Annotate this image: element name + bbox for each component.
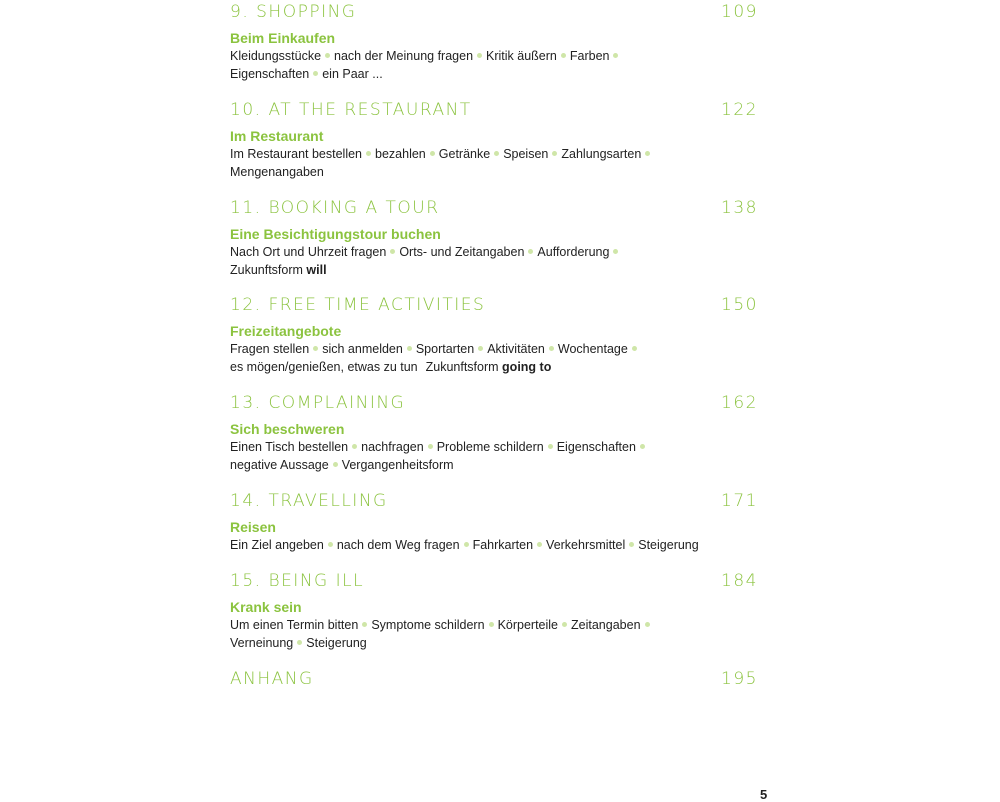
topic-text: Orts- und Zeitangaben bbox=[399, 245, 525, 259]
topic-separator bbox=[430, 151, 435, 156]
chapter-subtitle: Reisen bbox=[230, 519, 276, 535]
toc-entry bbox=[230, 197, 758, 279]
topic-separator bbox=[333, 462, 338, 467]
topic-separator bbox=[632, 346, 637, 351]
topic-item bbox=[230, 263, 327, 277]
topic-item bbox=[439, 147, 490, 161]
chapter-title: 12. FREE TIME ACTIVITIES bbox=[230, 295, 486, 315]
topic-item bbox=[473, 538, 533, 552]
topic-keyword: will bbox=[306, 263, 327, 277]
topic-text: Symptome schildern bbox=[371, 618, 485, 632]
toc-entry bbox=[230, 490, 758, 554]
topic-line bbox=[230, 163, 700, 181]
topic-item bbox=[371, 618, 484, 632]
topic-item bbox=[230, 147, 362, 161]
topic-item bbox=[334, 49, 473, 63]
topic-item bbox=[487, 342, 545, 356]
topic-separator bbox=[552, 151, 557, 156]
topic-text: sich anmelden bbox=[322, 342, 403, 356]
topic-text: Verneinung bbox=[230, 636, 294, 650]
topic-separator bbox=[645, 151, 650, 156]
chapter-heading[interactable] bbox=[230, 1, 758, 27]
chapter-page-number: 195 bbox=[721, 669, 758, 689]
chapter-page-number: 138 bbox=[721, 198, 758, 218]
topic-text: Getränke bbox=[438, 147, 491, 161]
topic-text: Körperteile bbox=[497, 618, 559, 632]
topic-text: Probleme schildern bbox=[436, 440, 544, 454]
topic-list bbox=[230, 47, 700, 83]
topic-text: nach der Meinung fragen bbox=[334, 49, 474, 63]
topic-line bbox=[230, 65, 700, 83]
chapter-title: 15. BEING ILL bbox=[230, 571, 365, 591]
topic-text: nach dem Weg fragen bbox=[336, 538, 460, 552]
topic-separator bbox=[613, 249, 618, 254]
topic-item bbox=[230, 245, 386, 259]
topic-list bbox=[230, 243, 700, 279]
chapter-subtitle: Sich beschweren bbox=[230, 421, 345, 437]
topic-line bbox=[230, 616, 700, 634]
topic-text: Zukunftsform bbox=[230, 263, 307, 277]
topic-separator bbox=[407, 346, 412, 351]
topic-line bbox=[230, 536, 700, 554]
chapter-heading[interactable] bbox=[230, 490, 758, 516]
topic-line bbox=[230, 438, 700, 456]
toc-entry bbox=[230, 668, 758, 694]
topic-separator bbox=[549, 346, 554, 351]
topic-item bbox=[546, 538, 625, 552]
topic-separator bbox=[561, 53, 566, 58]
topic-item bbox=[557, 440, 636, 454]
topic-item bbox=[561, 147, 641, 161]
topic-line bbox=[230, 634, 700, 652]
topic-item bbox=[638, 538, 698, 552]
topic-separator bbox=[362, 622, 367, 627]
topic-text: es mögen/genießen, etwas zu tun bbox=[230, 360, 418, 374]
topic-text: Einen Tisch bestellen bbox=[230, 440, 349, 454]
topic-line bbox=[230, 261, 700, 279]
topic-item bbox=[426, 360, 552, 374]
topic-text: ein Paar ... bbox=[322, 67, 383, 81]
chapter-page-number: 171 bbox=[721, 491, 758, 511]
topic-separator bbox=[313, 71, 318, 76]
topic-text: Im Restaurant bestellen bbox=[230, 147, 363, 161]
topic-text: nachfragen bbox=[361, 440, 424, 454]
topic-separator bbox=[645, 622, 650, 627]
topic-text: Ein Ziel angeben bbox=[230, 538, 324, 552]
toc-entry bbox=[230, 99, 758, 181]
topic-item bbox=[361, 440, 424, 454]
topic-item bbox=[558, 342, 628, 356]
topic-item bbox=[399, 245, 524, 259]
topic-separator bbox=[613, 53, 618, 58]
topic-separator bbox=[428, 444, 433, 449]
topic-line bbox=[230, 243, 700, 261]
chapter-heading[interactable] bbox=[230, 392, 758, 418]
topic-separator bbox=[629, 542, 634, 547]
chapter-page-number: 162 bbox=[721, 393, 758, 413]
topic-item bbox=[306, 636, 366, 650]
topic-item bbox=[230, 440, 348, 454]
topic-text: Zukunftsform bbox=[425, 360, 503, 374]
topic-item bbox=[337, 538, 460, 552]
topic-text: Aktivitäten bbox=[487, 342, 545, 356]
topic-text: bezahlen bbox=[375, 147, 426, 161]
topic-list bbox=[230, 145, 700, 181]
topic-line bbox=[230, 145, 700, 163]
topic-item bbox=[537, 245, 609, 259]
topic-item bbox=[322, 67, 382, 81]
topic-line bbox=[230, 456, 700, 474]
topic-separator bbox=[464, 542, 469, 547]
toc-entry bbox=[230, 392, 758, 474]
chapter-title: 13. COMPLAINING bbox=[230, 393, 406, 413]
topic-text: Eigenschaften bbox=[230, 67, 310, 81]
topic-item bbox=[486, 49, 557, 63]
topic-text: Sportarten bbox=[415, 342, 475, 356]
chapter-title: 9. SHOPPING bbox=[230, 2, 357, 22]
topic-item bbox=[322, 342, 403, 356]
topic-separator bbox=[640, 444, 645, 449]
topic-separator bbox=[562, 622, 567, 627]
chapter-page-number: 122 bbox=[721, 100, 758, 120]
chapter-page-number: 184 bbox=[721, 571, 758, 591]
topic-item bbox=[503, 147, 548, 161]
chapter-subtitle: Krank sein bbox=[230, 599, 302, 615]
topic-text: Nach Ort und Uhrzeit fragen bbox=[230, 245, 387, 259]
topic-separator bbox=[313, 346, 318, 351]
topic-separator bbox=[297, 640, 302, 645]
topic-item bbox=[230, 458, 329, 472]
topic-text: Farben bbox=[569, 49, 610, 63]
chapter-page-number: 150 bbox=[721, 295, 758, 315]
topic-separator bbox=[325, 53, 330, 58]
chapter-subtitle: Freizeitangebote bbox=[230, 323, 342, 339]
topic-item bbox=[230, 538, 324, 552]
topic-text: Fahrkarten bbox=[472, 538, 534, 552]
topic-item bbox=[498, 618, 558, 632]
topic-text: Mengenangaben bbox=[230, 165, 324, 179]
topic-line bbox=[230, 47, 700, 65]
topic-text: Eigenschaften bbox=[556, 440, 636, 454]
topic-separator bbox=[537, 542, 542, 547]
chapter-title: ANHANG bbox=[230, 669, 314, 689]
topic-item bbox=[230, 67, 309, 81]
topic-separator bbox=[366, 151, 371, 156]
topic-text: Kritik äußern bbox=[486, 49, 557, 63]
topic-item bbox=[571, 618, 641, 632]
topic-text: Zeitangaben bbox=[571, 618, 641, 632]
chapter-subtitle: Beim Einkaufen bbox=[230, 30, 336, 46]
topic-separator bbox=[478, 346, 483, 351]
toc-entry bbox=[230, 570, 758, 652]
chapter-heading[interactable] bbox=[230, 294, 758, 320]
topic-list bbox=[230, 438, 700, 474]
topic-separator bbox=[328, 542, 333, 547]
topic-separator bbox=[489, 622, 494, 627]
topic-list bbox=[230, 340, 700, 376]
topic-text: Steigerung bbox=[306, 636, 367, 650]
chapter-title: 11. BOOKING A TOUR bbox=[230, 198, 440, 218]
topic-item bbox=[230, 360, 418, 374]
topic-item bbox=[230, 49, 321, 63]
topic-text: Wochentage bbox=[557, 342, 628, 356]
topic-item bbox=[230, 618, 358, 632]
topic-text: Kleidungsstücke bbox=[230, 49, 322, 63]
topic-item bbox=[570, 49, 610, 63]
topic-text: Steigerung bbox=[638, 538, 699, 552]
toc-entry bbox=[230, 294, 758, 376]
topic-separator bbox=[352, 444, 357, 449]
topic-keyword: going to bbox=[502, 360, 552, 374]
topic-separator bbox=[548, 444, 553, 449]
topic-text: Vergangenheitsform bbox=[341, 458, 454, 472]
topic-item bbox=[342, 458, 454, 472]
page-number: 5 bbox=[760, 787, 768, 802]
topic-line bbox=[230, 358, 700, 376]
topic-item bbox=[230, 636, 293, 650]
topic-item bbox=[375, 147, 426, 161]
topic-item bbox=[230, 165, 324, 179]
topic-line bbox=[230, 340, 700, 358]
chapter-page-number: 109 bbox=[721, 2, 758, 22]
topic-text: Fragen stellen bbox=[230, 342, 310, 356]
topic-text: Zahlungsarten bbox=[561, 147, 642, 161]
topic-text: Um einen Termin bitten bbox=[230, 618, 359, 632]
chapter-heading[interactable] bbox=[230, 570, 758, 596]
topic-separator bbox=[494, 151, 499, 156]
topic-item bbox=[437, 440, 544, 454]
topic-separator bbox=[477, 53, 482, 58]
topic-text: Aufforderung bbox=[537, 245, 610, 259]
topic-text: negative Aussage bbox=[230, 458, 329, 472]
topic-item bbox=[416, 342, 474, 356]
topic-list bbox=[230, 536, 700, 554]
chapter-heading[interactable] bbox=[230, 197, 758, 223]
topic-item bbox=[230, 342, 309, 356]
chapter-subtitle: Eine Besichtigungstour buchen bbox=[230, 226, 441, 242]
chapter-subtitle: Im Restaurant bbox=[230, 128, 324, 144]
toc-entry bbox=[230, 1, 758, 83]
chapter-title: 10. AT THE RESTAURANT bbox=[230, 100, 472, 120]
chapter-heading[interactable] bbox=[230, 99, 758, 125]
topic-separator bbox=[528, 249, 533, 254]
topic-separator bbox=[390, 249, 395, 254]
topic-text: Speisen bbox=[503, 147, 549, 161]
chapter-title: 14. TRAVELLING bbox=[230, 491, 388, 511]
topic-text: Verkehrsmittel bbox=[546, 538, 626, 552]
topic-list bbox=[230, 616, 700, 652]
chapter-heading[interactable] bbox=[230, 668, 758, 694]
